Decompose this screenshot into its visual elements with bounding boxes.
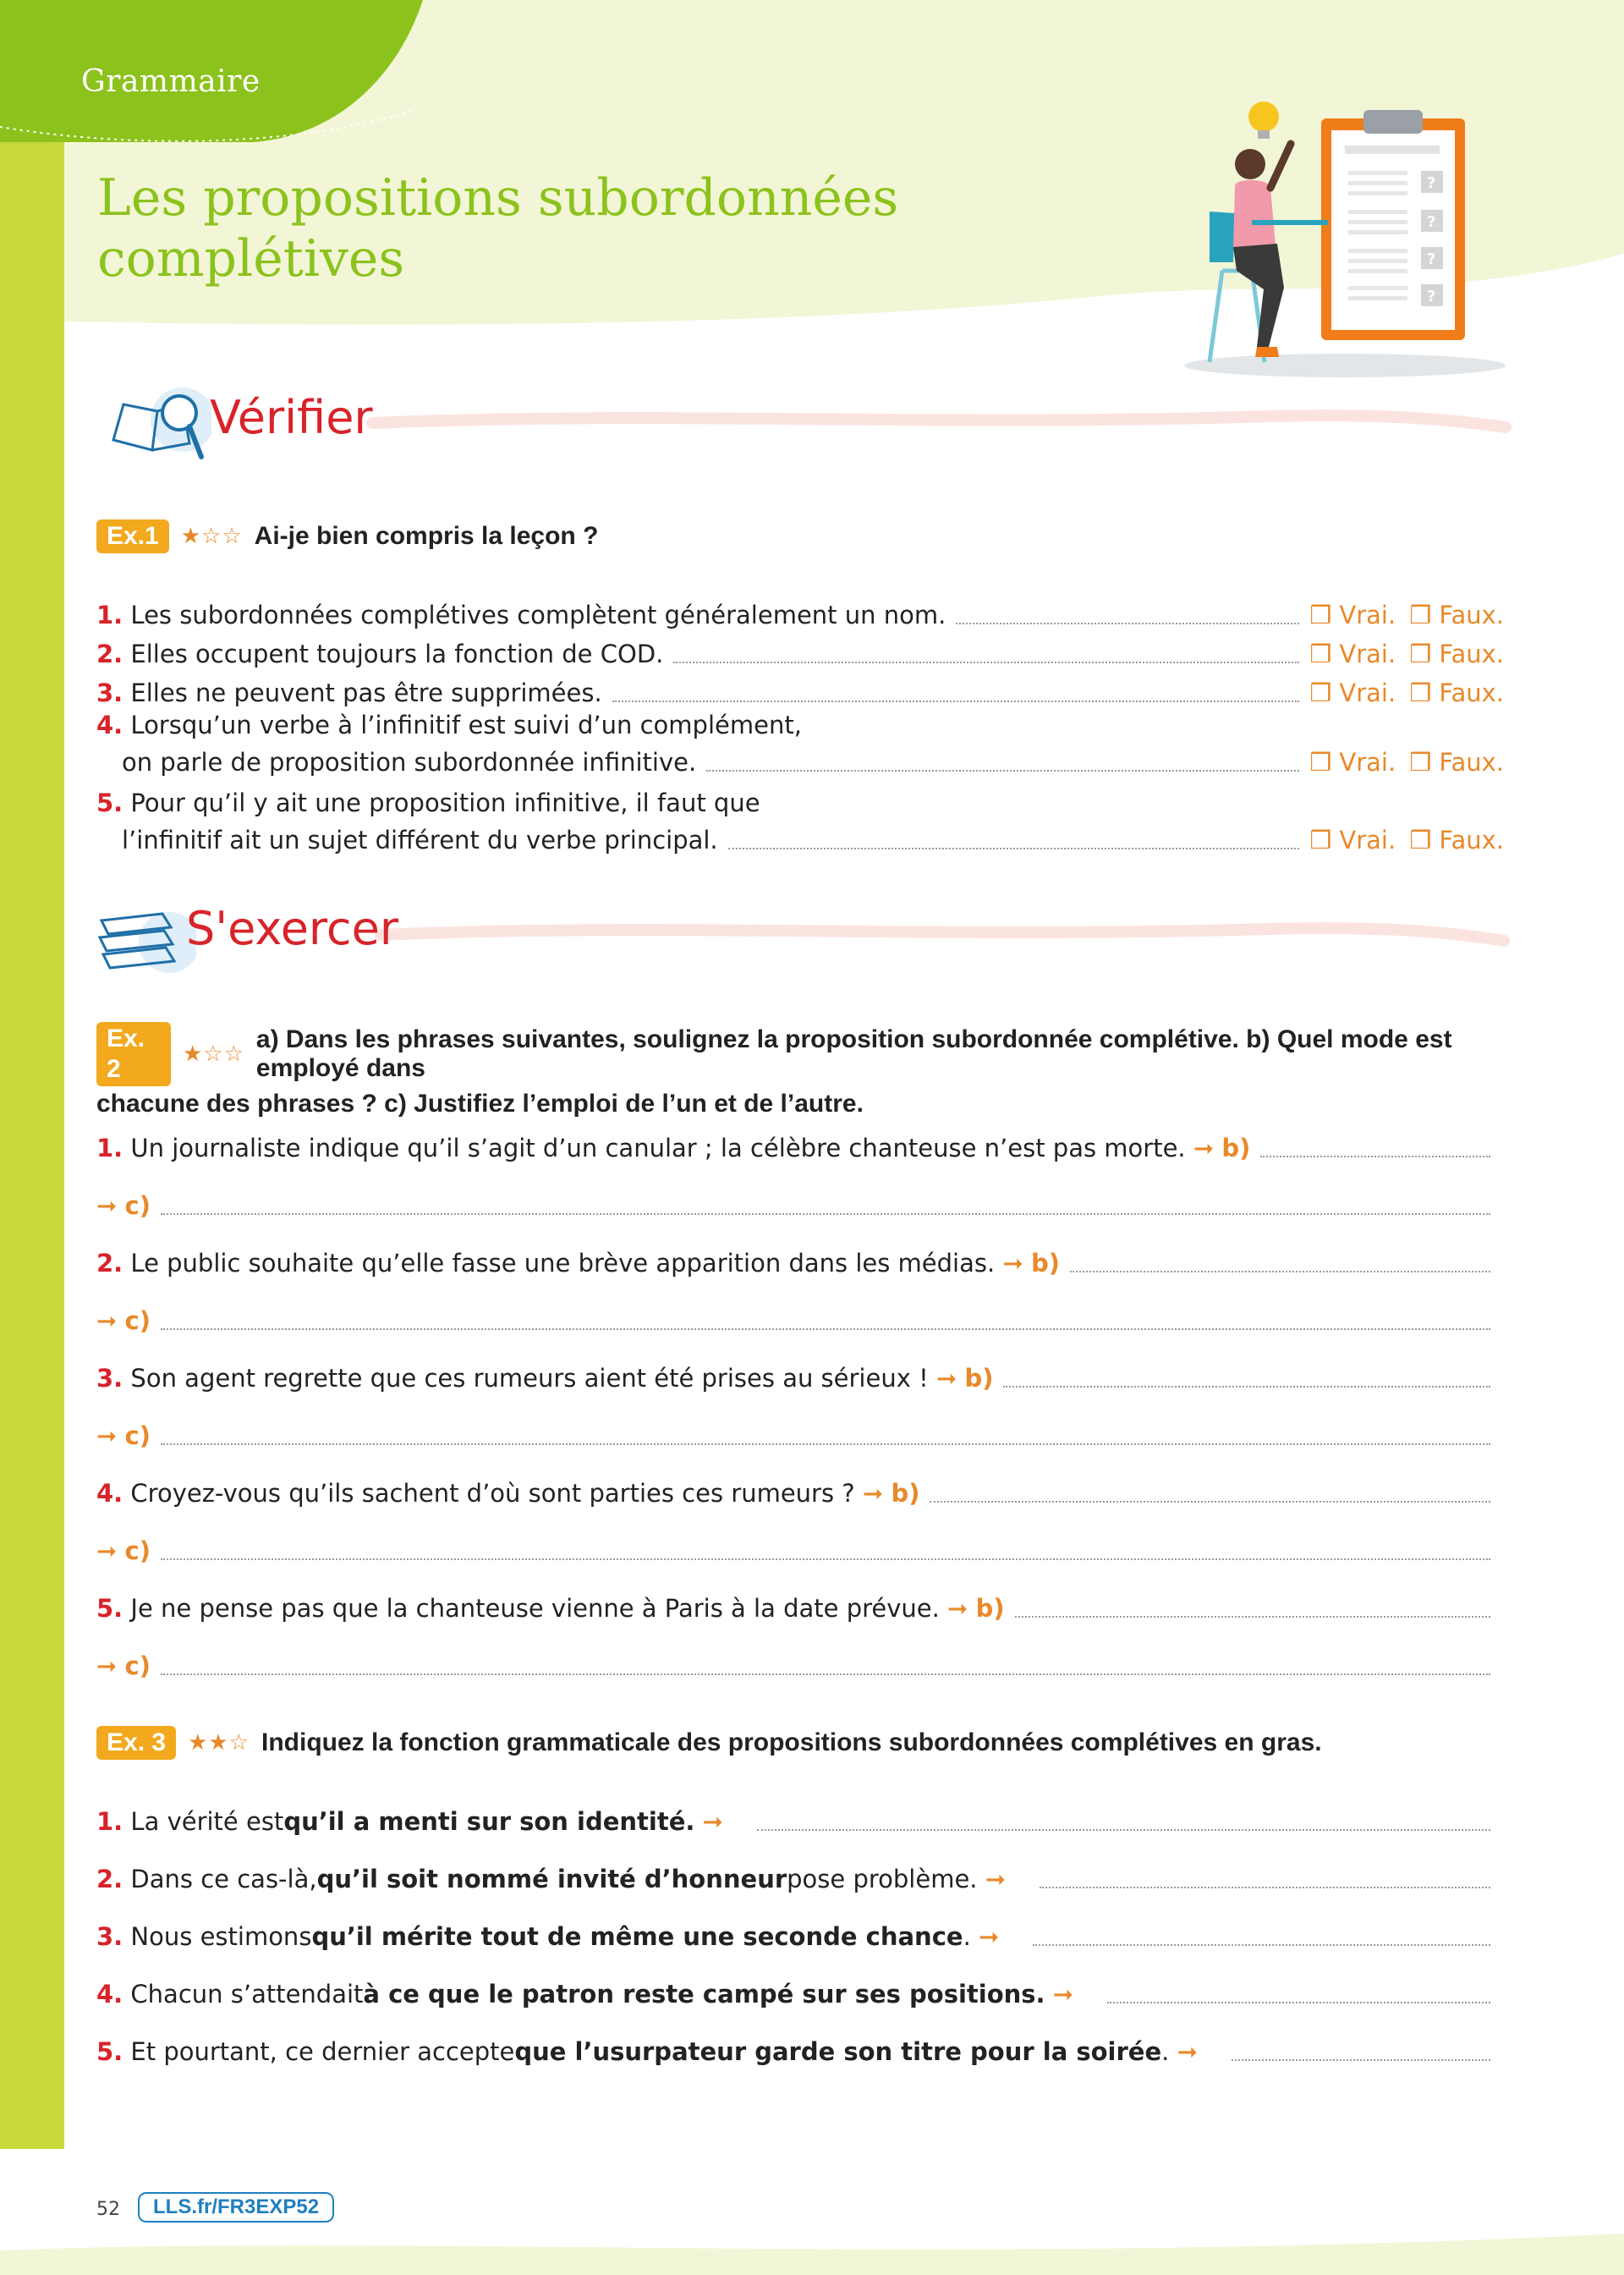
faux-checkbox[interactable] bbox=[1409, 638, 1504, 670]
answer-line-c[interactable] bbox=[161, 1213, 1490, 1215]
ex2-item bbox=[96, 1472, 1501, 1509]
item-number: 1. bbox=[96, 601, 123, 629]
svg-text:?: ? bbox=[1427, 213, 1436, 231]
arrow-icon: ➞ bbox=[935, 1364, 957, 1393]
item-number: 5. bbox=[96, 789, 123, 817]
c-label: c) bbox=[124, 1536, 151, 1565]
vrai-label: ❒ Vrai. bbox=[1309, 748, 1396, 777]
student-clipboard-illustration bbox=[1176, 93, 1514, 385]
ex1-item bbox=[96, 592, 1504, 631]
vrai-label: ❒ Vrai. bbox=[1309, 640, 1396, 668]
ex1-item-line1 bbox=[96, 787, 1504, 817]
svg-text:?: ? bbox=[1427, 288, 1436, 305]
b-label: b) bbox=[1221, 1134, 1251, 1162]
ex1-item-line2 bbox=[96, 817, 1504, 856]
c-label: c) bbox=[124, 1191, 151, 1220]
arrow-icon: ➞ bbox=[96, 1536, 118, 1565]
ex3-badge: Ex. 3 bbox=[96, 1726, 176, 1760]
ex1-header bbox=[96, 519, 598, 553]
answer-line[interactable] bbox=[1232, 2059, 1490, 2061]
answer-dots bbox=[673, 662, 1299, 663]
item-number: 3. bbox=[96, 679, 123, 707]
faux-label: ❒ Faux. bbox=[1409, 826, 1504, 854]
page-title bbox=[97, 168, 1112, 289]
arrow-icon: ➞ bbox=[702, 1807, 723, 1836]
vrai-checkbox[interactable] bbox=[1309, 746, 1396, 778]
item-number: 4. bbox=[96, 1479, 123, 1508]
faux-checkbox[interactable] bbox=[1409, 599, 1504, 631]
ex3-header bbox=[96, 1726, 1322, 1760]
answer-line[interactable] bbox=[1040, 1887, 1490, 1888]
vrai-checkbox[interactable] bbox=[1309, 677, 1396, 709]
item-text: Elles ne peuvent pas être supprimées. bbox=[130, 679, 602, 707]
ex1-item-line1 bbox=[96, 709, 1504, 739]
arrow-icon: ➞ bbox=[985, 1865, 1007, 1893]
arrow-icon: ➞ bbox=[96, 1421, 118, 1450]
b-label: b) bbox=[975, 1594, 1005, 1623]
book-magnifier-icon bbox=[108, 379, 211, 472]
item-number: 4. bbox=[96, 1980, 123, 2008]
c-label: c) bbox=[124, 1651, 151, 1680]
answer-dots bbox=[956, 623, 1299, 624]
chapter-label: Grammaire bbox=[81, 64, 261, 99]
vrai-checkbox[interactable] bbox=[1309, 824, 1396, 856]
item-text-post: pose problème. bbox=[787, 1865, 978, 1893]
faux-label: ❒ Faux. bbox=[1409, 679, 1504, 707]
ex3-item bbox=[96, 1915, 1501, 1953]
ex1-title: Ai-je bien compris la leçon ? bbox=[254, 522, 599, 550]
answer-line-b[interactable] bbox=[1003, 1386, 1490, 1388]
ex2-item-c bbox=[96, 1645, 1501, 1682]
answer-dots bbox=[612, 701, 1300, 702]
ex2-item-c bbox=[96, 1415, 1501, 1452]
lightbulb-icon bbox=[1248, 102, 1279, 139]
item-number: 3. bbox=[96, 1922, 123, 1951]
books-stack-icon bbox=[95, 895, 196, 980]
item-text-post: . bbox=[963, 1922, 971, 1951]
arrow-icon: ➞ bbox=[1052, 1980, 1074, 2008]
ex2-item bbox=[96, 1127, 1501, 1164]
item-text: La vérité est bbox=[130, 1807, 284, 1836]
item-number: 3. bbox=[96, 1364, 123, 1393]
answer-line[interactable] bbox=[1107, 2002, 1490, 2003]
ex3-item bbox=[96, 2030, 1501, 2068]
ex2-title-line1: a) Dans les phrases suivantes, soulignez la proposition subordonnée complétive. b) Quel mode est employé dans bbox=[255, 1025, 1452, 1082]
section-heading-verifier: Vérifier bbox=[210, 391, 373, 444]
item-text: Son agent regrette que ces rumeurs aient été prises au sérieux ! bbox=[130, 1364, 929, 1393]
vrai-label: ❒ Vrai. bbox=[1309, 679, 1396, 707]
item-number: 2. bbox=[96, 640, 123, 668]
faux-label: ❒ Faux. bbox=[1409, 640, 1504, 668]
item-bold-text: à ce que le patron reste campé sur ses positions. bbox=[363, 1980, 1045, 2008]
item-text: Le public souhaite qu’elle fasse une brève apparition dans les médias. bbox=[130, 1249, 996, 1278]
answer-line-b[interactable] bbox=[1015, 1616, 1490, 1618]
answer-line-b[interactable] bbox=[930, 1501, 1490, 1503]
ex2-title-line2: chacune des phrases ? c) Justifiez l’emploi de l’un et de l’autre. bbox=[96, 1090, 864, 1118]
c-label: c) bbox=[124, 1421, 151, 1450]
ex2-list bbox=[96, 1127, 1501, 1682]
item-text: Les subordonnées complétives complètent généralement un nom. bbox=[130, 601, 946, 629]
page-title-line2: complétives bbox=[97, 229, 405, 288]
item-text: Et pourtant, ce dernier accepte bbox=[130, 2037, 515, 2066]
answer-line-c[interactable] bbox=[161, 1673, 1490, 1675]
arrow-icon: ➞ bbox=[979, 1922, 1000, 1951]
faux-label: ❒ Faux. bbox=[1409, 748, 1504, 777]
faux-checkbox[interactable] bbox=[1409, 677, 1504, 709]
item-bold-text: que l’usurpateur garde son titre pour la soirée bbox=[514, 2037, 1162, 2066]
item-text: Nous estimons bbox=[130, 1922, 312, 1951]
item-number: 4. bbox=[96, 711, 123, 739]
ex2-item-c bbox=[96, 1184, 1501, 1222]
item-text: Croyez-vous qu’ils sachent d’où sont parties ces rumeurs ? bbox=[130, 1479, 855, 1508]
answer-line[interactable] bbox=[757, 1829, 1490, 1831]
item-text-post: . bbox=[1161, 2037, 1170, 2066]
svg-text:?: ? bbox=[1427, 174, 1436, 192]
item-number: 5. bbox=[96, 1594, 123, 1623]
answer-line-c[interactable] bbox=[161, 1558, 1490, 1560]
vrai-checkbox[interactable] bbox=[1309, 638, 1396, 670]
b-label: b) bbox=[1030, 1249, 1060, 1278]
answer-line-b[interactable] bbox=[1070, 1271, 1490, 1272]
item-text: l’infinitif ait un sujet différent du verbe principal. bbox=[122, 826, 718, 854]
faux-label: ❒ Faux. bbox=[1409, 601, 1504, 629]
item-text: Dans ce cas-là, bbox=[130, 1865, 317, 1893]
item-bold-text: qu’il soit nommé invité d’honneur bbox=[316, 1865, 787, 1893]
vrai-label: ❒ Vrai. bbox=[1309, 826, 1396, 854]
ex1-difficulty-stars: ★☆☆ bbox=[180, 524, 243, 549]
clipboard-icon bbox=[1321, 110, 1465, 340]
item-text: on parle de proposition subordonnée infinitive. bbox=[122, 748, 697, 777]
arrow-icon: ➞ bbox=[96, 1191, 118, 1220]
ex2-item-c bbox=[96, 1300, 1501, 1337]
ex1-badge: Ex.1 bbox=[96, 519, 169, 553]
arrow-icon: ➞ bbox=[96, 1651, 118, 1680]
faux-checkbox[interactable] bbox=[1409, 746, 1504, 778]
ex2-difficulty-stars: ★☆☆ bbox=[182, 1041, 244, 1067]
resource-link[interactable]: LLS.fr/FR3EXP52 bbox=[138, 2192, 334, 2223]
ex2-item bbox=[96, 1242, 1501, 1279]
arrow-icon: ➞ bbox=[1193, 1134, 1215, 1162]
item-text: Lorsqu’un verbe à l’infinitif est suivi d’un complément, bbox=[130, 711, 802, 739]
item-bold-text: qu’il a menti sur son identité. bbox=[283, 1807, 695, 1836]
answer-dots bbox=[706, 770, 1299, 772]
item-number: 1. bbox=[96, 1134, 123, 1162]
item-text: Un journaliste indique qu’il s’agit d’un canular ; la célèbre chanteuse n’est pas morte. bbox=[130, 1134, 1186, 1162]
arrow-icon: ➞ bbox=[1177, 2037, 1198, 2066]
b-label: b) bbox=[891, 1479, 920, 1508]
arrow-icon: ➞ bbox=[96, 1306, 118, 1335]
arrow-icon: ➞ bbox=[947, 1594, 968, 1623]
item-text: Je ne pense pas que la chanteuse vienne à Paris à la date prévue. bbox=[130, 1594, 940, 1623]
vrai-label: ❒ Vrai. bbox=[1309, 601, 1396, 629]
arrow-icon: ➞ bbox=[862, 1479, 884, 1508]
item-text: Pour qu’il y ait une proposition infinitive, il faut que bbox=[130, 789, 760, 817]
item-number: 5. bbox=[96, 2037, 123, 2066]
item-bold-text: qu’il mérite tout de même une seconde chance bbox=[311, 1922, 963, 1951]
c-label: c) bbox=[124, 1306, 151, 1335]
answer-dots bbox=[728, 848, 1300, 849]
ex1-list bbox=[96, 592, 1504, 856]
faux-checkbox[interactable] bbox=[1409, 824, 1504, 856]
answer-line-c[interactable] bbox=[161, 1443, 1490, 1445]
answer-line[interactable] bbox=[1033, 1944, 1490, 1946]
ex3-list bbox=[96, 1800, 1501, 2068]
answer-line-b[interactable] bbox=[1260, 1156, 1490, 1157]
ex1-item bbox=[96, 631, 1504, 670]
ex2-item bbox=[96, 1357, 1501, 1394]
svg-text:?: ? bbox=[1427, 250, 1436, 268]
ex2-badge: Ex. 2 bbox=[96, 1022, 171, 1086]
vrai-checkbox[interactable] bbox=[1309, 599, 1396, 631]
section-heading-sexercer: S'exercer bbox=[186, 902, 399, 955]
ex2-item bbox=[96, 1587, 1501, 1624]
item-number: 1. bbox=[96, 1807, 123, 1836]
arrow-icon: ➞ bbox=[1002, 1249, 1023, 1278]
page-number: 52 bbox=[96, 2199, 120, 2220]
ex3-item bbox=[96, 1858, 1501, 1895]
ex1-item bbox=[96, 670, 1504, 709]
answer-line-c[interactable] bbox=[161, 1328, 1490, 1330]
ex2-header bbox=[96, 1022, 1509, 1118]
item-text: Chacun s’attendait bbox=[130, 1980, 364, 2008]
ex3-item bbox=[96, 1973, 1501, 2010]
item-number: 2. bbox=[96, 1865, 123, 1893]
ex3-item bbox=[96, 1800, 1501, 1838]
page-title-line1: Les propositions subordonnées bbox=[97, 168, 899, 228]
ex1-item-line2 bbox=[96, 739, 1504, 778]
b-label: b) bbox=[964, 1364, 994, 1393]
item-text: Elles occupent toujours la fonction de COD. bbox=[130, 640, 664, 668]
ex2-item-c bbox=[96, 1530, 1501, 1567]
ex3-difficulty-stars: ★★☆ bbox=[188, 1730, 250, 1756]
ex3-title: Indiquez la fonction grammaticale des propositions subordonnées complétives en gras. bbox=[261, 1728, 1322, 1756]
item-number: 2. bbox=[96, 1249, 123, 1278]
